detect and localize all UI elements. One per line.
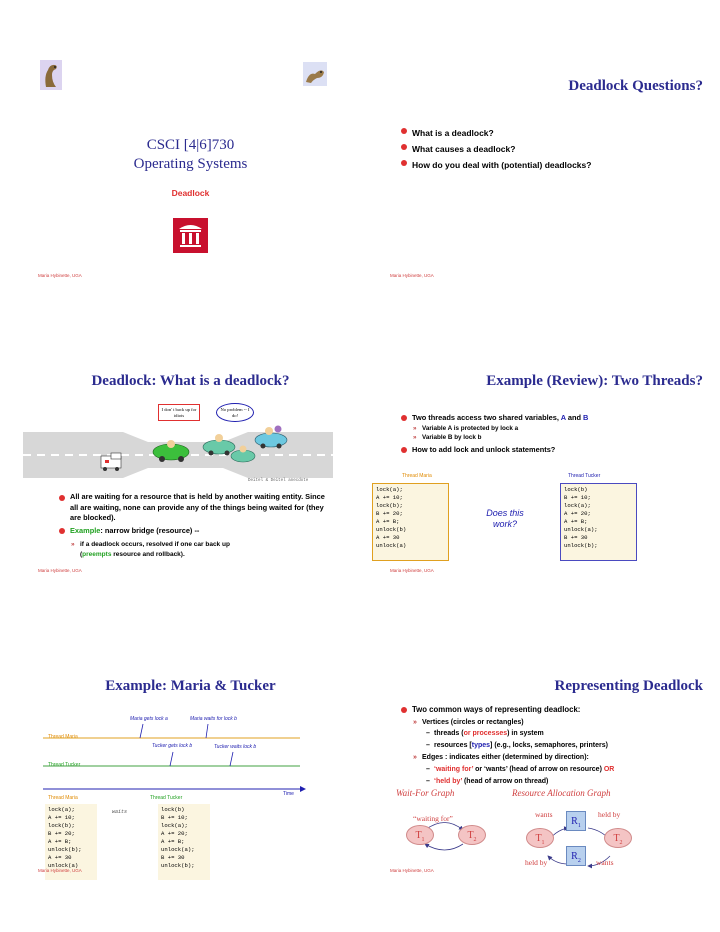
- bullet-text: Two threads access two shared variables,: [412, 413, 561, 422]
- sub-line-2: [80, 550, 328, 560]
- thread-node-t1: [406, 825, 434, 845]
- code-line: unlock(b): [376, 526, 407, 533]
- tucker-label: Thread Tucker: [568, 473, 601, 479]
- course-name: Operating Systems: [133, 156, 248, 172]
- sub-item: [58, 540, 328, 559]
- node-label: R: [571, 816, 578, 827]
- held-by: ‘held by’: [434, 778, 463, 785]
- node-subscript: 1: [541, 840, 545, 846]
- sub-item: » Variable B by lock b: [400, 433, 482, 442]
- node-subscript: 1: [577, 823, 581, 829]
- code-line: A += 10;: [48, 814, 75, 821]
- node-subscript: 1: [421, 837, 425, 843]
- bullet-list: [58, 492, 328, 537]
- code-line: A += 30: [376, 534, 400, 541]
- bullet-item: [58, 525, 328, 537]
- code-line: unlock(a): [48, 862, 79, 869]
- node-label: T: [415, 830, 422, 841]
- speech-bubble-2: No problem -- I do!: [216, 403, 254, 422]
- bridge-illustration: [23, 410, 333, 485]
- bullet-item: How to add lock and unlock statements?: [400, 444, 555, 456]
- var-a: A: [560, 413, 566, 422]
- rag-held-by-top: held by: [598, 810, 621, 819]
- paren: (: [80, 550, 83, 558]
- text: (head of arrow on thread): [462, 778, 549, 785]
- slide-footer: Maria Hybinette, UGA: [390, 868, 434, 873]
- event-label: Tucker gets lock b: [152, 743, 193, 749]
- code-line: lock(a);: [564, 502, 591, 509]
- and-text: and: [565, 413, 584, 422]
- code-line: unlock(a): [376, 542, 407, 549]
- sub-item: » Variable A is protected by lock a: [400, 424, 518, 433]
- slide-footer: Maria Hybinette, UGA: [38, 273, 82, 278]
- code-line: B += 30: [161, 854, 185, 861]
- code-line: A += B;: [48, 838, 72, 845]
- code-line: lock(a);: [48, 806, 75, 813]
- lecture-subtitle: Deadlock: [171, 188, 210, 198]
- code-line: lock(b);: [48, 822, 75, 829]
- thread-node-t2-rag: [604, 828, 632, 848]
- event-label: Maria gets lock a: [130, 716, 168, 722]
- code-line: lock(b): [161, 806, 185, 813]
- speech-bubble-1: I don' t back up for idiots: [158, 404, 200, 421]
- rag-title: Resource Allocation Graph: [512, 788, 611, 798]
- bullet-list: [400, 444, 555, 456]
- maria-code-block: [372, 483, 449, 561]
- waits-label: waits: [112, 809, 128, 815]
- sub-line-1: » if a deadlock occurs, resolved if one car back up: [80, 541, 230, 548]
- slide-title: Example: Maria & Tucker: [105, 678, 276, 694]
- bullet-list: [400, 704, 580, 716]
- bullet-item: What causes a deadlock?: [400, 141, 591, 157]
- tucker-label: Thread Tucker: [150, 795, 183, 801]
- code-line: lock(a);: [161, 822, 188, 829]
- course-title: [18, 136, 363, 174]
- dinosaur-logo-left: [40, 60, 62, 90]
- tucker-code-block: [560, 483, 637, 561]
- rag-wants-top: wants: [535, 810, 553, 819]
- maria-label: Thread Maria: [402, 473, 432, 479]
- thread-node-t1-rag: [526, 828, 554, 848]
- code-line: A += 10;: [376, 494, 403, 501]
- preempts-label: preempts: [82, 550, 112, 558]
- waiting-for: ‘waiting for’: [434, 766, 474, 773]
- or: OR: [603, 766, 615, 773]
- node-subscript: 2: [473, 837, 477, 843]
- sub-line-rest: resource and rollback).: [111, 550, 185, 558]
- bullet-list: [400, 412, 700, 424]
- rag-held-by-bottom: held by: [525, 858, 548, 867]
- types: types: [471, 742, 491, 749]
- node-subscript: 2: [577, 858, 581, 864]
- sub-item: » Vertices (circles or rectangles): [400, 717, 524, 728]
- text: ] (e.g., locks, semaphores, printers): [490, 742, 608, 749]
- code-line: unlock(a);: [564, 526, 598, 533]
- bullet-item: How do you deal with (potential) deadlocks?: [400, 157, 591, 173]
- slide-footer: Maria Hybinette, UGA: [390, 273, 434, 278]
- resource-node-r2: [566, 846, 586, 866]
- code-line: B += 20;: [48, 830, 75, 837]
- node-label: T: [467, 830, 474, 841]
- tucker-code-block: [158, 804, 210, 880]
- example-text: : narrow bridge (resource) --: [100, 525, 200, 535]
- resource-node-r1: [566, 811, 586, 831]
- slide-4: [370, 325, 715, 590]
- code-line: B += 30: [564, 534, 588, 541]
- event-label: Tucker waits lock b: [214, 744, 257, 750]
- timeline: [18, 722, 308, 792]
- code-line: unlock(a);: [161, 846, 195, 853]
- slide-footer: Maria Hybinette, UGA: [38, 868, 82, 873]
- or-processes: or processes: [463, 730, 508, 737]
- code-line: A += B;: [161, 838, 185, 845]
- question-text: Does this work?: [486, 508, 524, 529]
- bullet-list: [400, 125, 591, 173]
- uga-logo: [173, 218, 208, 253]
- slide-title: Deadlock: What is a deadlock?: [91, 373, 290, 389]
- node-label: T: [535, 833, 542, 844]
- slide-5: [18, 630, 363, 895]
- slide-title: Example (Review): Two Threads?: [486, 373, 703, 389]
- subsub-item: [400, 764, 614, 775]
- slide-title: Representing Deadlock: [554, 678, 703, 694]
- subsub-item: [400, 740, 608, 751]
- code-line: lock(b): [564, 486, 588, 493]
- node-subscript: 2: [619, 840, 623, 846]
- code-line: lock(a);: [376, 486, 403, 493]
- time-label: Time: [283, 791, 294, 797]
- text: ) in system: [507, 730, 544, 737]
- var-b: B: [583, 413, 589, 422]
- thread-tucker-axis: Thread Tucker: [48, 762, 81, 768]
- node-label: R: [571, 851, 578, 862]
- code-line: B += 20;: [376, 510, 403, 517]
- code-line: B += 10;: [161, 814, 188, 821]
- code-line: unlock(b);: [161, 862, 195, 869]
- slide-1: [18, 30, 363, 295]
- code-line: unlock(b);: [564, 542, 598, 549]
- code-line: lock(b);: [376, 502, 403, 509]
- subsub-item: [400, 728, 544, 739]
- rag-wants-bottom: wants: [596, 858, 614, 867]
- bullet-item: What is a deadlock?: [400, 125, 591, 141]
- image-credit: Deitel & Deitel anecdote: [248, 479, 309, 483]
- code-line: A += 30: [48, 854, 72, 861]
- sub-item: » Edges : indicates either (determined by direction):: [400, 752, 589, 763]
- slide-3: [18, 325, 363, 590]
- event-label: Maria waits for lock b: [190, 716, 237, 722]
- code-line: A += B;: [564, 518, 588, 525]
- wfg-title: Wait-For Graph: [396, 788, 455, 798]
- text: or ‘wants’ (head of arrow on resource): [473, 766, 604, 773]
- bullet-item: [400, 412, 700, 424]
- text: threads (: [434, 730, 464, 737]
- thread-node-t2: [458, 825, 486, 845]
- slide-title: Deadlock Questions?: [568, 78, 703, 94]
- dinosaur-logo-right: [303, 62, 327, 86]
- course-code: CSCI [4|6]730: [146, 137, 235, 153]
- bullet-item: All are waiting for a resource that is held by another waiting entity. Since all are waiting, none can provide any of the things being waited for (they are blocked).: [58, 492, 328, 524]
- code-line: unlock(b);: [48, 846, 82, 853]
- bullet-item: Two common ways of representing deadlock:: [400, 704, 580, 716]
- example-label: Example: [70, 525, 101, 535]
- thread-maria-axis: Thread Maria: [48, 734, 78, 740]
- code-line: A += 20;: [564, 510, 591, 517]
- text: resources [: [434, 742, 472, 749]
- node-label: T: [613, 833, 620, 844]
- code-line: B += 10;: [564, 494, 591, 501]
- slide-2: [370, 30, 715, 295]
- waiting-for-label: “waiting for”: [413, 814, 453, 823]
- slide-footer: Maria Hybinette, UGA: [38, 568, 82, 573]
- code-line: A += B;: [376, 518, 400, 525]
- slide-6: [370, 630, 715, 895]
- maria-label: Thread Maria: [48, 795, 78, 801]
- slide-footer: Maria Hybinette, UGA: [390, 568, 434, 573]
- subsub-item: [400, 776, 548, 787]
- code-line: A += 20;: [161, 830, 188, 837]
